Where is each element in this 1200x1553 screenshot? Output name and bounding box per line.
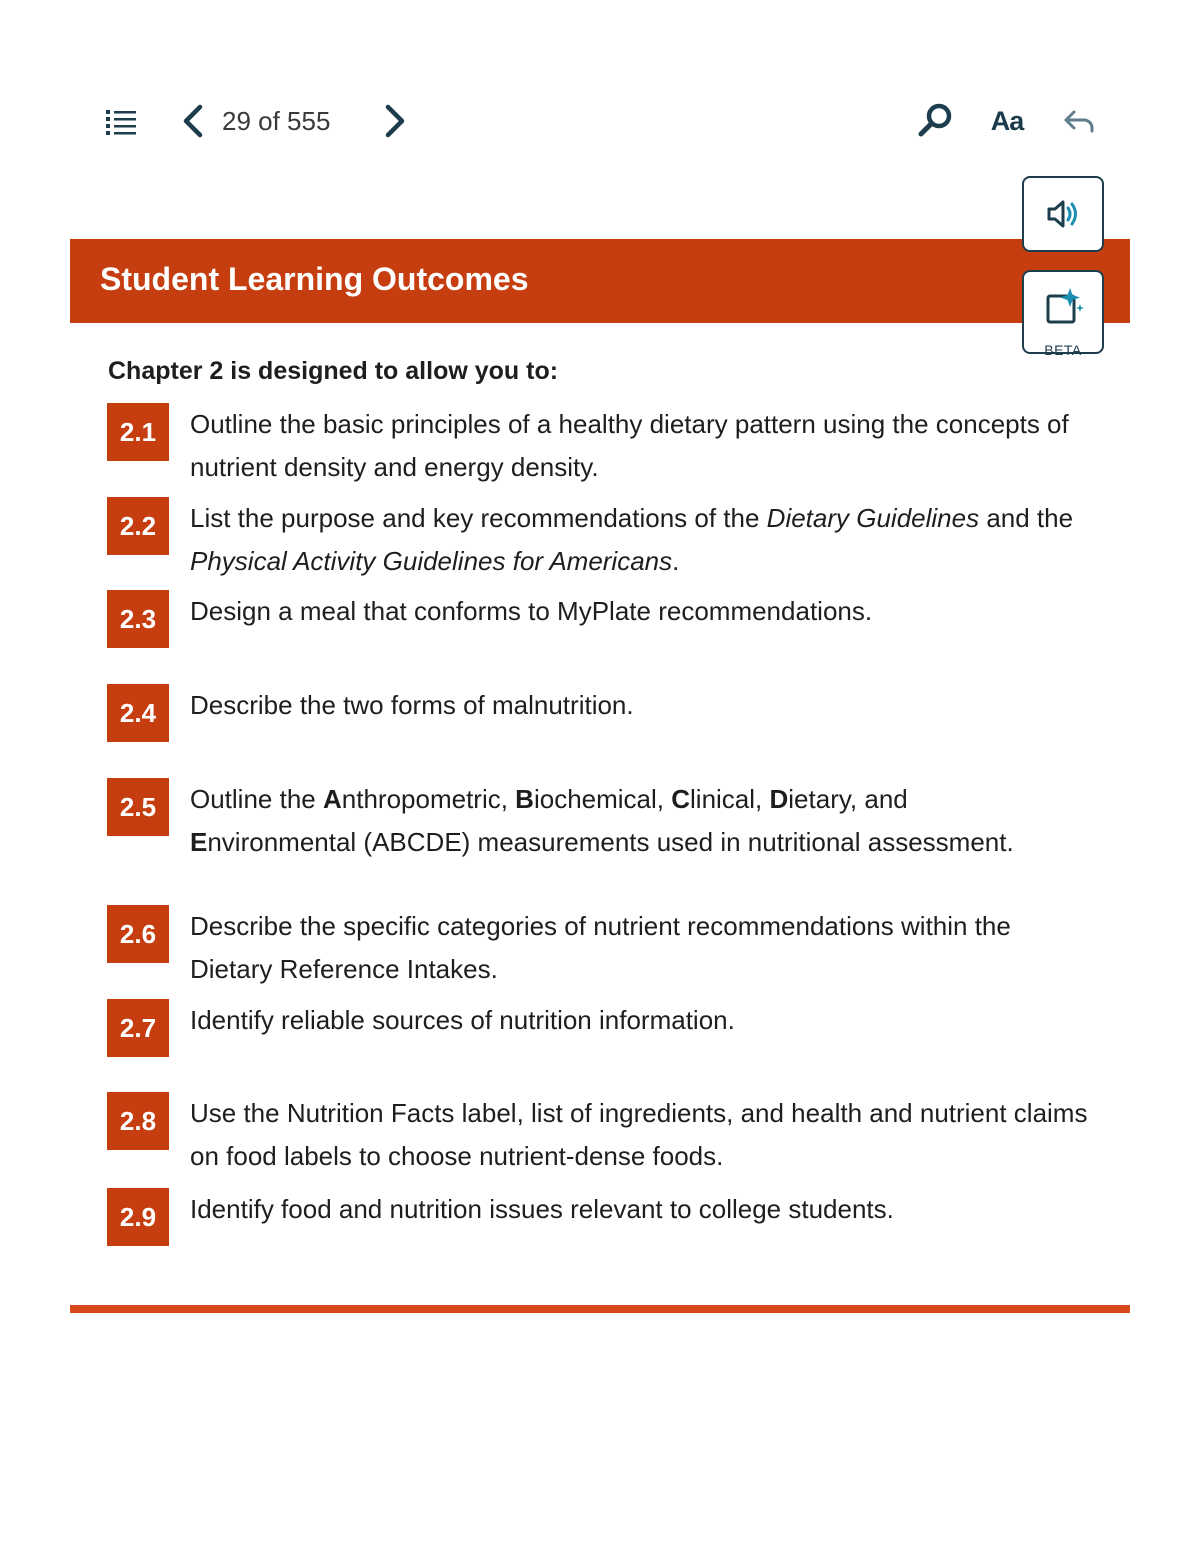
abcde-letter: C: [671, 784, 691, 814]
outcome-number: 2.2: [107, 497, 169, 555]
outcome-number: 2.5: [107, 778, 169, 836]
text-run: iochemical,: [533, 784, 672, 814]
search-icon: [915, 101, 955, 141]
outcome-number: 2.1: [107, 403, 169, 461]
outcome-text: [190, 778, 1100, 864]
abcde-letter: D: [769, 784, 789, 814]
speaker-icon: [1046, 199, 1080, 229]
outcome-text: Identify food and nutrition issues relevant to college students.: [190, 1194, 894, 1224]
chevron-right-icon: [382, 103, 408, 139]
back-button[interactable]: [1054, 96, 1104, 146]
list-icon: [104, 106, 138, 136]
outcome-number: 2.6: [107, 905, 169, 963]
outcome-number: 2.8: [107, 1092, 169, 1150]
text-run: List the purpose and key recommendations of the: [190, 503, 767, 533]
next-page-button[interactable]: [370, 96, 420, 146]
section-banner: [70, 239, 1130, 323]
outcome-number: 2.9: [107, 1188, 169, 1246]
font-settings-button[interactable]: Aa: [990, 105, 1024, 136]
reader-toolbar: [0, 96, 1200, 146]
page-counter: 29 of 555: [222, 106, 331, 136]
ai-assistant-button[interactable]: [1022, 270, 1104, 358]
search-button[interactable]: [910, 96, 960, 146]
text-run: linical,: [690, 784, 770, 814]
text-run: and the: [979, 503, 1074, 533]
previous-page-button[interactable]: [168, 96, 218, 146]
outcome-number: 2.7: [107, 999, 169, 1057]
abcde-letter: E: [190, 827, 208, 857]
outcome-text: Describe the specific categories of nutrient recommendations within the Dietary Reference Intakes.: [190, 911, 1011, 984]
read-aloud-button[interactable]: [1022, 176, 1104, 252]
section-divider: [70, 1305, 1130, 1313]
text-run: .: [672, 546, 680, 576]
outcome-number: 2.4: [107, 684, 169, 742]
table-of-contents-button[interactable]: [96, 96, 146, 146]
sparkle-note-icon: [1044, 286, 1086, 326]
outcome-text: Describe the two forms of malnutrition.: [190, 690, 634, 720]
outcome-text: Outline the basic principles of a healthy dietary pattern using the concepts of nutrient density and energy density.: [190, 409, 1069, 482]
abcde-letter: A: [322, 784, 342, 814]
banner-title: Student Learning Outcomes: [100, 261, 529, 297]
outcome-text: Identify reliable sources of nutrition information.: [190, 1005, 735, 1035]
outcome-text: Use the Nutrition Facts label, list of ingredients, and health and nutrient claims on food labels to choose nutrient-dense foods.: [190, 1098, 1088, 1171]
chevron-left-icon: [180, 103, 206, 139]
abcde-letter: B: [515, 784, 534, 814]
dietary-guidelines-title: Dietary Guidelines: [766, 503, 980, 533]
text-run: ietary, and: [788, 784, 908, 814]
outcome-text: [190, 497, 1100, 583]
intro-heading: Chapter 2 is designed to allow you to:: [108, 357, 559, 385]
beta-label: BETA: [1044, 342, 1082, 358]
outcome-text: Design a meal that conforms to MyPlate recommendations.: [190, 596, 873, 626]
text-run: nthropometric,: [341, 784, 516, 814]
back-arrow-icon: [1062, 107, 1096, 135]
activity-guidelines-title: Physical Activity Guidelines for Americans: [190, 546, 673, 576]
text-run: nvironmental (ABCDE) measurements used in nutritional assessment.: [207, 827, 1014, 857]
outcome-number: 2.3: [107, 590, 169, 648]
text-run: Outline the: [190, 784, 323, 814]
